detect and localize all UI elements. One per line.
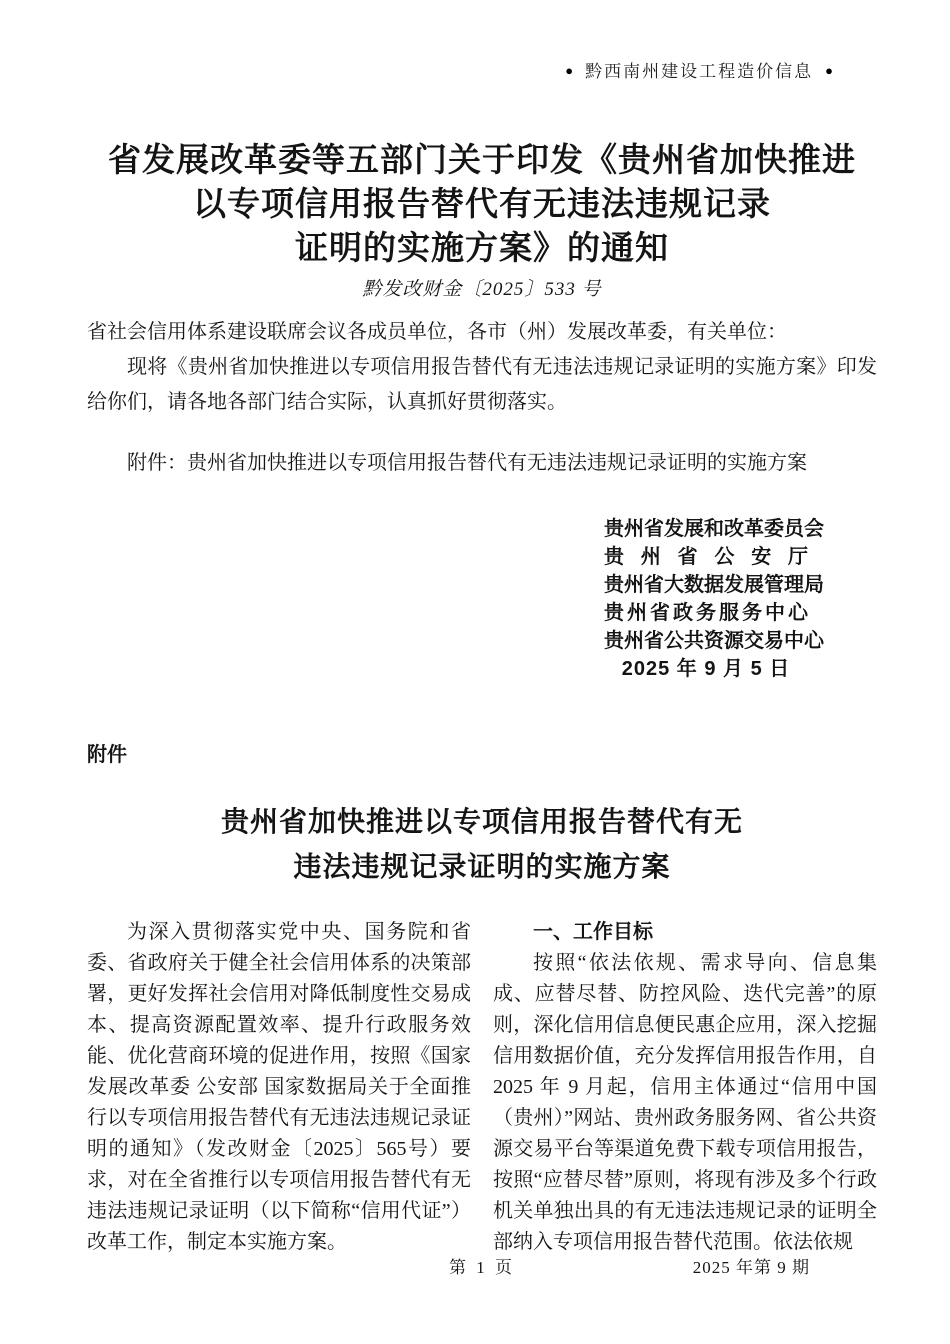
section1-heading: 一、工作目标: [533, 921, 653, 943]
signature-date: 2025 年 9 月 5 日: [621, 658, 791, 680]
journal-header-title: 黔西南州建设工程造价信息: [585, 62, 814, 81]
signatory-line: 贵州省大数据发展管理局: [604, 574, 824, 596]
notice-title-line-3: 证明的实施方案》的通知: [295, 231, 669, 267]
salutation: 省社会信用体系建设联席会议各成员单位，各市（州）发展改革委，有关单位：: [87, 321, 787, 343]
attachment-label: 附件: [87, 744, 127, 766]
section1-body: 按照“依法依规、需求导向、信息集成、应替尽替、防控风险、迭代完善”的原则，深化信用信息便民惠企应用，深入挖掘信用数据价值，充分发挥信用报告作用，自 2025 年 9 月起，信用主体通过“信用中国（贵州）”网站、贵州政务服务网、省公共资源交易平台等渠道免费下载专项信用报告，按照“应替尽替”原则，将现有涉及多个行政机关单独出具的有无违法违规记录的证明全部纳入专项信用报告替代范围。依法依规: [493, 952, 877, 1253]
notice-title-line-2: 以专项信用报告替代有无违法违规记录: [193, 187, 771, 223]
attachment-intro: 为深入贯彻落实党中央、国务院和省委、省政府关于健全社会信用体系的决策部署，更好发挥社会信用对降低制度性交易成本、提高资源配置效率、提升行政服务效能、优化营商环境的促进作用，按照《国家发展改革委 公安部 国家数据局关于全面推行以专项信用报告替代有无违法违规记录证明的通知》（发改财金〔2025〕565号）要求，对在全省推行以专项信用报告替代有无违法违规记录证明（以下简称“信用代证”）改革工作，制定本实施方案。: [87, 921, 471, 1253]
signatory-line: 贵州省公共资源交易中心: [604, 630, 824, 652]
notice-body: 现将《贵州省加快推进以专项信用报告替代有无违法违规记录证明的实施方案》印发给你们，请各地各部门结合实际，认真抓好贯彻落实。: [87, 356, 877, 413]
attachment-ref-line: 附件：贵州省加快推进以专项信用报告替代有无违法违规记录证明的实施方案: [127, 452, 807, 474]
column-right: [493, 917, 877, 1258]
signatory-line: 贵州省公安厅: [604, 546, 808, 568]
journal-header: [87, 0, 877, 85]
attachment-title: [87, 799, 877, 889]
bullet-right-icon: ●: [825, 63, 833, 78]
notice-body-block: [87, 315, 877, 420]
notice-title-line-1: 省发展改革委等五部门关于印发《贵州省加快推进: [108, 143, 856, 179]
bullet-left-icon: ●: [565, 63, 574, 78]
notice-title: [87, 139, 877, 271]
signatory-line: 贵州省政务服务中心: [604, 602, 808, 624]
signatory-line: 贵州省发展和改革委员会: [604, 518, 824, 540]
attachment-title-line-1: 贵州省加快推进以专项信用报告替代有无: [220, 806, 743, 837]
issue-label: 2025 年第 9 期: [692, 1258, 810, 1277]
doc-number: 黔发改财金〔2025〕533 号: [362, 279, 602, 300]
column-left: [87, 917, 471, 1258]
signature-block: [604, 515, 824, 683]
page-number: 第 1 页: [449, 1258, 515, 1277]
two-column-body: [87, 917, 877, 1258]
page-footer: [87, 1254, 877, 1282]
attachment-title-line-2: 违法违规记录证明的实施方案: [293, 851, 671, 882]
